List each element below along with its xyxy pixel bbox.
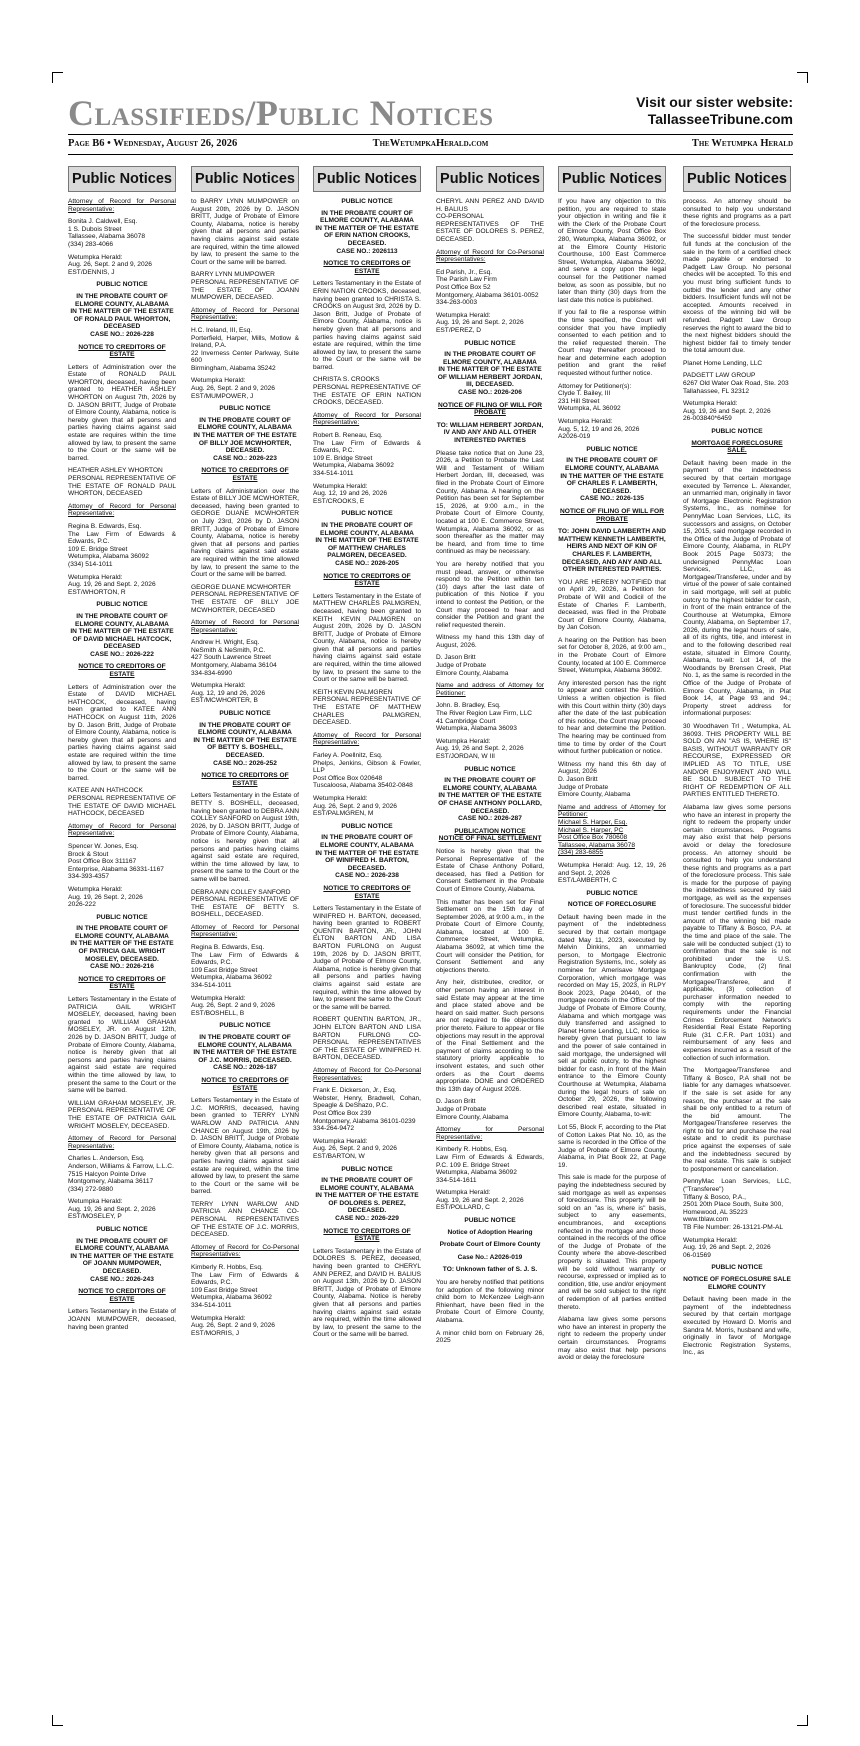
notice-paragraph: D. Jason Britt Judge of Probate Elmore County, Alabama [436,1098,509,1121]
notice-paragraph: Name and address of Attorney for Petitioner: [436,682,544,697]
notice-paragraph: NOTICE TO CREDITORS OF ESTATE [78,663,166,679]
notice-paragraph: Wetumpka Herald: Aug. 19, 26 and Sept. 2, 2026 EST/PEREZ, D [436,311,524,334]
notice-paragraph: Wetumpka Herald: Aug. 26, Sept. 2 and 9, 2026 EST/DENNIS, J [68,253,152,276]
notice-paragraph: NOTICE TO CREDITORS OF ESTATE [323,884,411,900]
notice-paragraph: Ed Parish, Jr., Esq. The Parish Law Firm Post Office Box 52 Montgomery, Alabama 36101-0052 334-263-0003 [436,268,539,307]
notice-paragraph: Wetumpka Herald: Aug. 19, 26 and Sept. 2, 2026 26-003840*6459 [683,400,771,423]
notice-separator: PUBLIC NOTICE [219,710,271,718]
notice-paragraph: Wetumpka Herald: Aug. 26, Sept. 2 and 9, 2026 EST/BARTON, W [313,1137,397,1160]
crop-mark-bottom-left [52,1715,63,1726]
notice-separator: PUBLIC NOTICE [219,1022,271,1030]
notice-paragraph: Attorney of Record for Personal Representative: [191,619,299,634]
notice-paragraph: Letters of Administration over the Estate of RONALD PAUL WHORTON, deceased, having been granted to HEATHER ASHLEY WHORTON on August 7th, 2026 by D. JASON BRITT, Judge of Probate of Elmore County, Alabama, notice is hereby given that all persons and parties having claims against said estate are requires within the time allowed by law, to present the same to the Court or the same will be barred. [68,363,176,462]
notice-paragraph: Notice of Adoption Hearing [447,1228,533,1236]
notice-paragraph: Kimberly R. Hobbs, Esq. The Law Firm of Edwards & Edwards, P.C. 109 East Bridge Street Wetumpka, Alabama 36092 334-514-1011 [191,1264,299,1309]
notice-paragraph: Attorney of Record for Co-Personal Representatives: [191,1243,299,1259]
column-header: Public Notices [436,166,544,192]
notice-paragraph: Letters Testamentary in the Estate of PATRICIA GAIL WRIGHT MOSELEY, deceased, having been granted to WILLIAM GRAHAM MOSELEY, JR. on August 12th, 2026 by D. JASON BRITT, Judge of Probate of Elmore County, Alabama, notice is hereby given that all persons and parties having claims against said estate are required within the time allowed by law, to present the same to the Court or the same will be barred. [68,996,176,1095]
notice-paragraph: The successful bidder must tender full funds at the conclusion of the sale in the form of a certified check made payable or endorsed to Padgett Law Group. No personal checks will be accepted. To this end you must bring sufficient funds to outbid the lender and any other bidders. Insufficient funds will not be accepted. Amounts received in excess of the winning bid will be refunded. Padgett Law Group reserves the right to award the bid to the next highest bidders should the highest bidder fail to timely tender the total amount due. [683,233,791,355]
notice-paragraph: Letters Testamentary in the Estate of ERIN NATION CROOKS, deceased, having been granted to CHRISTA S. CROOKS on August 3rd, 2026 by D. Jason Britt, Judge of Probate of Elmore County, Alabama, notice is hereby given that all persons and parties having claims against said estate are required, within the time allowed by law, to present the same to the Court or the same will be barred. [313,280,421,371]
notice-paragraph: IN THE PROBATE COURT OF ELMORE COUNTY, ALABAMA IN THE MATTER OF THE ESTATE OF JOANN MUMPOWER, DECEASED. CASE NO.: 2026-243 [70,1237,174,1283]
notice-paragraph: Alabama law gives some persons who have an interest in property the right to redeem the property under certain circumstances. Programs may also exist that help persons avoid or delay the foreclosure process. An attorney should be consulted to help you understand these rights and programs as a part of the foreclosure process. This sale is made for the purpose of paying the indebtedness secured by said mortgage, as well as the expenses of foreclosure. The successful bidder must tender certified funds in the amount of the winning bid made payable to Tiffany & Bosco, P.A. at the time and place of the sale. The sale will be conducted subject (1) to confirmation that the sale is not prohibited under the U.S. Bankruptcy Code, (2) final confirmation with the Mortgagee/Transferee, and if applicable, (3) collection of purchaser information needed to comply with the reporting requirements under the Financial Crimes Enforcement Network's Residential Real Estate Reporting Rule (31 C.F.R. Part 1031) and reimbursement of any fees and expenses incurred as a result of the collection of such information. [683,803,791,1062]
notice-paragraph: Frank E. Dickerson, Jr., Esq. Webster, Henry, Bradwell, Cohan, Speagle & DeShazo, P.C. Post Office Box 239 Montgomery, Alabama 36101-0239 334-264-9472 [313,1087,421,1133]
notice-separator: PUBLIC NOTICE [586,445,638,453]
notice-paragraph: Notice is hereby given that the Personal Representative of the Estate of Chase Anthony Pollard, deceased, has filed a Petition for Consent Settlement in the Probate Court of Elmore County, Alabama. [436,847,544,893]
sister-site-promo [636,94,793,128]
notice-column-5 [558,166,666,1718]
notice-paragraph: WILLIAM GRAHAM MOSELEY, JR. PERSONAL REPRESENTATIVE OF THE ESTATE OF PATRICIA GAIL WRIGHT MOSELEY, DECEASED. [68,1099,176,1130]
notice-paragraph: KATEE ANN HATHCOCK PERSONAL REPRESENTATIVE OF THE ESTATE OF DAVID MICHAEL HATHCOCK, DECEASED [68,787,176,818]
notice-paragraph: NOTICE OF FILING OF WILL FOR PROBATE [438,401,542,417]
notice-paragraph: IN THE PROBATE COURT OF ELMORE COUNTY, ALABAMA IN THE MATTER OF THE ESTATE OF CHARLES F. LAMBERTH, DECEASED. CASE NO.: 2026-135 [560,457,664,503]
folio-page-date: Page B6 • Wednesday, August 26, 2026 [68,138,238,149]
notice-paragraph: Wetumpka Herald: Aug. 19, 26 and Sept. 2, 2026 EST/POLLARD, C [436,1189,524,1212]
notice-paragraph: Attorney of Record for Co-Personal Representatives: [436,248,544,264]
notice-paragraph: HEATHER ASHLEY WHORTON PERSONAL REPRESENTATIVE OF THE ESTATE OF RONALD PAUL WHORTON, DECEASED [68,467,176,498]
notice-paragraph: Attorney of Record for Personal Representative: [191,306,299,322]
notice-paragraph: Witness my hand this 6th day of August, 2026 D. Jason Britt Judge of Probate Elmore County, Alabama [558,760,666,799]
notice-paragraph: John. B. Bradley, Esq. The River Region Law Firm, LLC 41 Cambridge Court Wetumpka, Alabama 36093 [436,702,533,733]
notice-paragraph: Regina B. Edwards, Esq. The Law Firm of Edwards & Edwards, P.C. 109 E. Bridge Street Wetumpka, Alabama 36092 (334) 514-1011 [68,522,176,568]
notice-paragraph: Charles L. Anderson, Esq. Anderson, Williams & Farrow, L.L.C. 7515 Halcyon Pointe Drive Montgomery, Alabama 36117 (334) 272-9880 [68,1155,174,1193]
notice-paragraph: process. An attorney should be consulted to help you understand these rights and programs as a part of the foreclosure process. [683,198,791,228]
notice-paragraph: BARRY LYNN MUMPOWER PERSONAL REPRESENTATIVE OF THE ESTATE OF JOANN MUMPOWER, DECEASED. [191,271,299,302]
notice-paragraph: Wetumpka Herald: Aug. 12, 19 and 26, 2026 EST/CROOKS, E [313,482,388,505]
column-header: Public Notices [558,166,666,192]
sister-site-link[interactable]: TallasseeTribune.com [647,111,793,127]
notice-paragraph: Any interested person has the right to appear and contest the Petition. Unless a written objection is filed with this Court within thirty (30) days after the date of the last publication of this notice, the Court may proceed to hear and determine the Petition. The hearing may be continued from time to time by order of the Court without further publication or notice. [558,679,666,756]
notice-paragraph: Wetumpka Herald: Aug. 19, 26 and Sept. 2, 2026 06-01569 [683,1236,771,1259]
notice-paragraph: PUBLICATION NOTICE NOTICE OF FINAL SETTLEMENT [438,827,542,843]
notice-paragraph: Wetumpka Herald: Aug. 12, 19 and 26, 2026 EST/MCWHORTER, B [191,682,266,705]
notice-separator: PUBLIC NOTICE [96,1226,148,1234]
notice-paragraph: TO: WILLIAM HERBERT JORDAN, IV AND ANY AND ALL OTHER INTERESTED PARTIES [436,421,544,445]
notice-paragraph: IN THE PROBATE COURT OF ELMORE COUNTY, ALABAMA IN THE MATTER OF THE ESTATE OF PATRICIA GAIL WRIGHT MOSELEY, DECEASED. CASE NO.: 2026-216 [70,925,174,971]
notice-paragraph: Andrew H. Wright, Esq. NeSmith & NeSmith, P.C. 427 South Lawrence Street Montgomery, Alabama 36104 334-834-6990 [191,639,277,677]
notice-paragraph: Farley A. Poellnitz, Esq. Phelps, Jenkins, Gibson & Fowler, LLP Post Office Box 020648 Tuscaloosa, Alabama 35402-0848 [313,752,421,790]
notice-paragraph: Wetumpka Herald: Aug. 12, 19, 26 and Sept. 2, 2026 EST/LAMBERTH, C [558,861,666,885]
crop-mark-top-right [797,72,808,83]
notice-paragraph: NOTICE TO CREDITORS OF ESTATE [78,1288,166,1303]
column-header: Public Notices [683,166,791,192]
notice-paragraph: NOTICE OF FILING OF WILL FOR PROBATE [560,507,664,523]
notice-separator: PUBLIC NOTICE [341,822,393,830]
notice-paragraph: Bonita J. Caldwell, Esq. 1 S. Dubois Street Tallassee, Alabama 36078 (334) 283-4066 [68,218,145,248]
notice-paragraph: D. Jason Britt Judge of Probate Elmore County, Alabama [436,654,509,677]
notice-paragraph: NOTICE TO CREDITORS OF ESTATE [201,772,289,787]
notice-paragraph: Default having been made in the payment of the indebtedness secured by that certain mortgage dated May 11, 2023, executed by Melvin Dinkins, an unmarried person, to Mortgage Electronic Registration Systems, Inc., solely as nominee for Amerisave Mortgage Corporation, which mortgage was recorded on May 15, 2023, in RLPY Book 2023, Page 20440, of the mortgage records in the Office of the Judge of Probate of Elmore County, Alabama and which mortgage was duly transferred and assigned to Planet Home Lending, LLC, notice is hereby given that pursuant to law and the power of sale contained in said mortgage, the undersigned will sell at public outcry, to the highest bidder for cash, in front of the Main entrance to the Elmore County Courthouse at Wetumpka, Alabama during the legal hours of sale on October 29, 2026, the following described real estate, situated in Elmore County, Alabama, to-wit: [558,913,666,1119]
notice-paragraph: Letters of Administration over the Estate of BILLY JOE MCWHORTER, deceased, having been granted to GEORGE DUANE MCWHORTER on July 23rd, 2026 by D. JASON BRITT, Judge of Probate of Elmore County, Alabama, notice is hereby given that all persons and parties having claims against said estate are required within the time allowed by law, to present the same to the Court or the same will be barred. [191,487,299,579]
notice-paragraph: IN THE PROBATE COURT OF ELMORE COUNTY, ALABAMA IN THE MATTER OF THE ESTATE OF DOLORES S. PEREZ, DECEASED. CASE NO.: 2026-229 [315,1177,419,1223]
notice-paragraph: Case No.: A2026-019 [457,1253,523,1261]
notice-paragraph: If you have any objection to this petition, you are required to state your objection in writing and file it with the Clerk of the Probate Court of Elmore County, Post Office Box 280, Wetumpka, Alabama 36092, or at the Elmore County Historic Courthouse, 100 East Commerce Street, Wetumpka, Alabama 36092, and serve a copy upon the legal counsel for the Petitioner named below, as soon as possible, but no later than thirty (30) days from the last date this notice is published. [558,198,666,304]
notice-paragraph: Regina B. Edwards, Esq. The Law Firm of Edwards & Edwards, P.C. 109 East Bridge Street Wetumpka, Alabama 36092 334-514-1011 [191,944,299,990]
notice-separator: PUBLIC NOTICE [341,198,393,205]
notice-paragraph: A minor child born on February 26, 2025 [436,1329,544,1345]
notice-paragraph: Wetumpka Herald: Aug. 26, Sept. 2 and 9, 2026 EST/MORRIS, J [191,1314,275,1337]
notice-paragraph: KEITH KEVIN PALMGREN PERSONAL REPRESENTATIVE OF THE ESTATE OF MATTHEW CHARLES PALMGREN, DECEASED. [313,688,421,727]
notice-separator: PUBLIC NOTICE [711,1264,763,1272]
notice-separator: PUBLIC NOTICE [219,405,271,413]
notice-paragraph: IN THE PROBATE COURT OF ELMORE COUNTY, ALABAMA IN THE MATTER OF THE ESTATE OF ERIN NATION CROOKS, DECEASED. CASE NO.: 2026113 [315,209,419,255]
notice-paragraph: ROBERT QUENTIN BARTON, JR., JOHN ELTON BARTON AND LISA BARTON FURLONG CO-PERSONAL REPRESENTATIVES OF THE ESTATE OF WINIFRED H. BARTON, DECEASED. [313,1016,421,1062]
notice-paragraph: This matter has been set for Final Settlement on the 15th day of September 2026, at 9:00 a.m., in the Probate Court of Elmore County, Alabama, located at 100 E. Commerce Street, Wetumpka, Alabama 36092, at which time the Court will consider the Petition, for Consent Settlement and any objections thereto. [436,898,544,974]
notice-paragraph: IN THE PROBATE COURT OF ELMORE COUNTY, ALABAMA IN THE MATTER OF THE ESTATE OF J.C. MORRIS, DECEASED. CASE NO.: 2026-187 [193,1034,297,1072]
notice-paragraph: Letters Testamentary in the Estate of J.C. MORRIS, deceased, having been granted to TERRY LYNN WARLOW AND PATRICIA ANN CHANCE on August 19th, 2026 by D. JASON BRITT, Judge of Probate of Elmore County, Alabama, notice is hereby given that all persons and parties having claims against said estate are required, within the time allowed by law, to present the same to the Court or the same will be barred. [191,1097,299,1196]
notice-paragraph: The Mortgagee/Transferee and Tiffany & Bosco, P.A shall not be liable for any damages whatsoever. If the sale is set aside for any reason, the purchaser at the sale shall be only entitled to a return of the bid amount. The Mortgagee/Transferee reserves the right to bid for and purchase the real estate and to credit its purchase price against the expenses of sale and the indebtedness secured by the real estate. This sale is subject to postponement or cancellation. [683,1067,791,1173]
notice-paragraph: Name and address of Attorney for Petitioner: Michael S. Harper, Esq. Michael S. Harper, PC Post Office Box 780608 Tallassee, Alabama 36078 (334) 283-6855 [558,803,666,857]
notice-paragraph: Attorney of Record for Personal Representative: [68,198,176,213]
notice-paragraph: IN THE PROBATE COURT OF ELMORE COUNTY, ALABAMA IN THE MATTER OF THE ESTATE OF MATTHEW CHARLES PALMGREN, DECEASED. CASE NO.: 2026-205 [315,521,419,567]
notice-paragraph: H.C. Ireland, III, Esq. Porterfield, Harper, Mills, Motlow & Ireland, P.A. 22 Inverness Center Parkway, Suite 600 Birmingham, Alabama 35242 [191,326,299,372]
notice-paragraph: Wetumpka Herald: Aug. 19, 26 and Sept. 2, 2026 EST/MOSELEY, P [68,1198,156,1221]
notice-paragraph: NOTICE TO CREDITORS OF ESTATE [201,467,289,482]
notice-paragraph: NOTICE TO CREDITORS OF ESTATE [323,260,411,275]
notice-paragraph: IN THE PROBATE COURT OF ELMORE COUNTY, ALABAMA IN THE MATTER OF THE ESTATE OF CHASE ANTHONY POLLARD, DECEASED. CASE NO.: 2026-287 [438,777,542,823]
notice-paragraph: Wetumpka Herald: Aug. 19, 26 and Sept. 2, 2026 EST/JORDAN, W III [436,737,524,760]
notice-separator: PUBLIC NOTICE [586,889,638,897]
notice-paragraph: DEBRA ANN COLLEY SANFORD PERSONAL REPRESENTATIVE OF THE ESTATE OF BETTY S. BOSHELL, DECEASED. [191,888,299,919]
section-title: Classifieds/Public Notices [68,93,494,133]
notice-separator: PUBLIC NOTICE [711,428,763,436]
notice-paragraph: Attorney for Petitioner(s): Clyde T. Bailey, III 231 Hill Street Wetumpka, AL 36092 [558,382,632,413]
notice-paragraph: Letters Testamentary in the Estate of WINIFRED H. BARTON, deceased, having been granted to ROBERT QUENTIN BARTON, JR., JOHN ELTON BARTON AND LISA BARTON FURLONG on August 19th, 2026 by D. JASON BRITT, Judge of Probate of Elmore County, Alabama, notice is hereby given that all persons and parties having claims against said estate are required, within the time allowed by law, to present the same to the Court or the same will be barred. [313,905,421,1011]
notice-paragraph: Attorney of Record for Personal Representative: [68,1135,176,1150]
notice-paragraph: Attorney of Record for Personal Representative: [68,502,176,518]
masthead [68,92,793,133]
notice-paragraph: If you fail to file a response within the time specified, the Court will consider that you have impliedly consented to each petition and to the relief requested therein. The Court may thereafter proceed to hear and determine each adoption petition and grant the relief requested without further notice. [558,309,666,378]
notice-paragraph: Default having been made in the payment of the indebtedness secured by that certain mortgage executed by Howard D. Morris and Sandra M. Morris, husband and wife, originally in favor of Mortgage Electronic Registration Systems, Inc., as [683,1296,791,1357]
notice-paragraph: YOU ARE HEREBY NOTIFIED that on April 29, 2026, a Petition for Probate of Will and Codicil of the Estate of Charles F. Lamberth, deceased, was filed in the Probate Court of Elmore County, Alabama, by Jan Colson. [558,578,666,632]
notice-paragraph: IN THE PROBATE COURT OF ELMORE COUNTY, ALABAMA IN THE MATTER OF THE ESTATE OF RONALD PAUL WHORTON, DECEASED CASE NO.: 2026-228 [70,292,174,338]
notice-column-2 [191,166,299,1718]
notice-separator: PUBLIC NOTICE [464,1217,516,1225]
notice-separator: PUBLIC NOTICE [341,1165,393,1173]
notice-paragraph: TO: JOHN DAVID LAMBERTH AND MATTHEW KENNETH LAMBERTH, HEIRS AND NEXT OF KIN OF CHARLES F. LAMBERTH, DECEASED, AND ANY AND ALL OTHER INTERESTED PARTIES. [558,528,666,574]
notice-paragraph: Letters Testamentary in the Estate of MATTHEW CHARLES PALMGREN, deceased, having been granted to KEITH KEVIN PALMGREN on August 20th, 2026 by D. JASON BRITT, Judge of Probate of Elmore County, Alabama, notice is hereby given that all persons and parties having claims against said estate are required, within the time allowed by law, to present the same to the Court or the same will be barred. [313,592,421,684]
notice-paragraph: You are hereby notified that you must plead, answer, or otherwise respond to the Petition within ten (10) days after the last date of publication of this Notice if you intend to contest the Petition, or the Court may proceed to hear and consider the Petition and grant the relief requested therein. [436,560,544,629]
notice-paragraph: Witness my hand this 13th day of August, 2026. [436,634,544,649]
folio-line [68,138,793,152]
folio-paper-name: The Wetumpka Herald [691,138,793,149]
notice-paragraph: Wetumpka Herald: Aug. 26, Sept. 2 and 9, 2026 EST/BOSHELL, B [191,994,275,1017]
sister-site-label: Visit our sister website: [636,94,793,110]
notice-column-6 [683,166,791,1718]
folio-rule [68,154,793,155]
column-header: Public Notices [313,166,421,192]
notice-paragraph: Please take notice that on June 23, 2026, a Petition to Probate the Last Will and Testament of William Herbert Jordan, III, deceased, was filed in the Probate Court of Elmore County, Alabama. A hearing on the Petition has been set for September 15, 2026, at 9:00 a.m., in the Probate Court of Elmore County, located at 100 E. Commerce Street, Wetumpka, Alabama 36092, or as soon thereafter as the matter may be heard, and from time to time continued as may be necessary. [436,449,544,556]
notice-paragraph: Lot 55, Block F, according to the Plat of Cotton Lakes Plat No. 10, as the same is recorded in the Office of the Judge of Probate of Elmore County, Alabama, in Plat Book 22, at Page 19. [558,1123,666,1169]
notice-separator: PUBLIC NOTICE [96,913,148,921]
notice-paragraph: Attorney of Record for Personal Representative: [313,731,421,747]
notice-paragraph: CHRISTA S. CROOKS PERSONAL REPRESENTATIVE OF THE ESTATE OF ERIN NATION CROOKS, DECEASED. [313,376,421,407]
notice-paragraph: Letters of Administration over the Estate of DAVID MICHAEL HATHCOCK, deceased, having been granted to KATEE ANN HATHCOCK on August 11th, 2026 by D. Jason Britt, Judge of Probate of Elmore County, Alabama, notice is hereby given that all persons and parties having claims against said estate are required within the time allowed by law, to present the same to the Court or the same will be barred. [68,683,176,782]
notice-separator: PUBLIC NOTICE [464,765,516,773]
notice-paragraph: Attorney of Record for Co-Personal Representatives: [313,1066,421,1082]
notice-paragraph: PennyMac Loan Services, LLC, ("Transferee") Tiffany & Bosco, P.A., 2501 20th Place South, Suite 300, Homewood, AL 35223 www.tblaw.com TB File Number: 26-13121-PM-AL [683,1178,791,1231]
column-header: Public Notices [191,166,299,192]
notice-paragraph: Probate Court of Elmore County [439,1241,541,1249]
notice-paragraph: NOTICE OF FORECLOSURE [567,901,657,909]
notice-paragraph: Any heir, distributee, creditor, or other person having an interest in said Estate may appear at the time and place stated above and be heard on said matter. Such persons are not required to file objections prior thereto. Failure to appear or file objections may result in the approval of the Final Settlement and the payment of claims according to the statutory priority applicable to insolvent estates, and such other orders as the Court deems appropriate. DONE and ORDERED this 13th day of August 2026. [436,979,544,1093]
masthead-rule [68,134,793,135]
notice-paragraph: Wetumpka Herald: Aug. 19, 26 Sept. 2, 2026 2026-222 [68,885,143,909]
notice-paragraph: Alabama law gives some persons who have an interest in property the right to redeem the property under certain circumstances. Programs may also exist that help persons avoid or delay the foreclosure [558,1316,666,1362]
notice-paragraph: Wetumpka Herald: Aug. 26, Sept. 2 and 9, 2026 EST/PALMGREN, M [313,794,397,818]
notice-paragraph: Default having been made in the payment of the indebtedness secured by that certain mortgage executed by Terrence L. Alexander, an unmarried man, originally in favor of Mortgage Electronic Registration Systems, Inc., as nominee for PennyMac Loan Services, LLC, its successors and assigns, on October 15, 2015, said mortgage recorded in the Office of the Judge of Probate of Elmore County, Alabama, in RLPY Book 2015 Page 50373; the undersigned PennyMac Loan Services, LLC, as Mortgagee/Transferee, under and by virtue of the power of sale contained in said mortgage, will sell at public outcry to the highest bidder for cash, in front of the main entrance of the Courthouse at Wetumpka, Elmore County, Alabama, on September 17, 2026, during the legal hours of sale, all of its rights, title, and interest in and to the following described real estate, situated in Elmore County, Alabama, to-wit: Lot 14, of the Woodlands by Brensen Creek, Plat No. 1, as the same is recorded in the Office of the Judge of Probate of Elmore County, Alabama, in Plat Book 14, at Page 93 and 94.; Property street address for informational purposes: [683,459,791,718]
notice-paragraph: IN THE PROBATE COURT OF ELMORE COUNTY, ALABAMA IN THE MATTER OF THE ESTATE OF WINIFRED H. BARTON, DECEASED. CASE NO.: 2026-238 [315,834,419,880]
notice-paragraph: MORTGAGE FORECLOSURE SALE. [691,439,783,455]
crop-mark-top-left [52,72,63,83]
notice-paragraph: Letters Testamentary in the Estate of BETTY S. BOSHELL, deceased, having been granted to DEBRA ANN COLLEY SANFORD on August 19th, 2026, by D. JASON BRITT, Judge of Probate of Elmore County, Alabama, notice is hereby given that all persons and parties having claims against said estate are required, within the time allowed by law, to present the same to the Court or the same will be barred. [191,792,299,883]
notice-paragraph: Wetumpka Herald: Aug. 26, Sept. 2 and 9, 2026 EST/MUMPOWER, J [191,377,275,400]
notice-paragraph: Attorney of Record for Personal Representative: [313,411,421,427]
folio-website: TheWetumpkaHerald.com [372,138,489,149]
notice-paragraph: Attorney for Personal Representative: [436,1126,544,1141]
crop-mark-bottom-right [797,1715,808,1726]
notice-paragraph: IN THE PROBATE COURT OF ELMORE COUNTY, ALABAMA IN THE MATTER OF THE ESTATE OF WILLIAM HERBERT JORDAN, III, DECEASED. CASE NO.: 2026-206 [437,351,543,397]
notice-separator: PUBLIC NOTICE [464,339,516,347]
notice-paragraph: Wetumpka Herald: Aug. 19, 26 and Sept. 2, 2026 EST/WHORTON, R [68,573,156,596]
notice-column-3 [313,166,421,1718]
notice-paragraph: Letters Testamentary in the Estate of JOANN MUMPOWER, deceased, having been granted [68,1308,176,1331]
notice-paragraph: NOTICE TO CREDITORS OF ESTATE [78,975,166,991]
notice-paragraph: IN THE PROBATE COURT OF ELMORE COUNTY, ALABAMA IN THE MATTER OF THE ESTATE OF BILLY JOE MCWHORTER, DECEASED. CASE NO.: 2026-223 [193,416,297,462]
notice-paragraph: 30 Woodhaven Trl , Wetumpka, AL 36093. THIS PROPERTY WILL BE SOLD ON AN "AS IS, WHERE IS" BASIS, WITHOUT WARRANTY OR RECOURSE, EXPRESSED OR IMPLIED AS TO TITLE, USE AND/OR ENJOYMENT AND WILL BE SOLD SUBJECT TO THE RIGHT OF REDEMPTION OF ALL PARTIES ENTITLED THERETO. [683,723,791,799]
notice-paragraph: to BARRY LYNN MUMPOWER on August 20th, 2026 by D. JASON BRITT, Judge of Probate of Elmore County, Alabama, notice is hereby given that all persons and parties having claims against said estate are required, within the time allowed by law, to present the same to the Court or the same will be barred. [191,198,299,266]
notice-paragraph: You are hereby notified that petitions for adoption of the following minor child born to McKenzee Leigh-ann Rhienhart, have been filed in the Probate Court of Elmore County, Alabama. [436,1279,544,1324]
notice-paragraph: NOTICE OF FORECLOSURE SALE ELMORE COUNTY [683,1275,791,1291]
notice-paragraph: IN THE PROBATE COURT OF ELMORE COUNTY, ALABAMA IN THE MATTER OF THE ESTATE OF BETTY S. BOSHELL, DECEASED. CASE NO.: 2026-252 [193,721,297,767]
notice-paragraph: Robert B. Reneau, Esq. The Law Firm of Edwards & Edwards, P.C. 109 E. Bridge Street Wetumpka, Alabama 36092 334-514-1011 [313,432,421,477]
notice-paragraph: NOTICE TO CREDITORS OF ESTATE [323,1227,411,1243]
notice-paragraph: Attorney of Record for Personal Representative: [191,923,299,939]
notice-separator: PUBLIC NOTICE [96,601,148,609]
notice-paragraph: TERRY LYNN WARLOW AND PATRICIA ANN CHANCE CO-PERSONAL REPRESENTATIVES OF THE ESTATE OF J.C. MORRIS, DECEASED. [191,1200,299,1239]
notice-paragraph: NOTICE TO CREDITORS OF ESTATE [323,572,411,588]
notice-paragraph: Planet Home Lending, LLC [683,359,763,367]
notice-paragraph: NOTICE TO CREDITORS OF ESTATE [78,343,166,359]
notice-paragraph: Attorney of Record for Personal Representative: [68,822,176,838]
notice-paragraph: Wetumpka Herald: Aug. 5, 12, 19 and 26, 2026 A2026-019 [558,418,640,441]
notice-paragraph: This sale is made for the purpose of paying the indebtedness secured by said mortgage as well as expenses of foreclosure. This property will be sold on an "as is, where is" basis, subject to any easements, encumbrances, and exceptions reflected in the mortgage and those contained in the records of the office of the Judge of Probate of the County where the above-described property is situated. This property will be sold without warranty or recourse, expressed or implied as to condition, title, use and/or enjoyment and will be sold subject to the right of redemption of all parties entitled thereto. [558,1174,666,1311]
notice-paragraph: CHERYL ANN PEREZ AND DAVID H. BALIUS CO-PERSONAL REPRESENTATIVES OF THE ESTATE OF DOLORES S. PEREZ, DECEASED. [436,198,544,243]
notice-paragraph: IN THE PROBATE COURT OF ELMORE COUNTY, ALABAMA IN THE MATTER OF THE ESTATE OF DAVID MICHAEL HATCOCK, DECEASED CASE NO.: 2026-222 [70,612,174,658]
notice-paragraph: A hearing on the Petition has been set for October 8, 2026, at 9:00 am., in the Probate Court of Elmore County, located at 100 E. Commerce Street, Wetumpka, Alabama 36092. [558,636,666,675]
notice-paragraph: Spencer W. Jones, Esq. Brock & Stout Post Office Box 311167 Enterprise, Alabama 36331-1167 334-393-4357 [68,842,164,881]
notice-column-4 [436,166,544,1718]
notice-paragraph: Kimberly R. Hobbs, Esq. Law Firm of Edwards & Edwards, P.C. 109 E. Bridge Street Wetumpka, Alabama 36092 334-514-1611 [436,1146,544,1184]
notice-paragraph: GEORGE DUANE MCWHORTER PERSONAL REPRESENTATIVE OF THE ESTATE OF BILLY JOE MCWHORTER, DECEASED [191,583,299,614]
column-header: Public Notices [68,166,176,192]
notice-paragraph: Letters Testamentary in the Estate of DOLORES S. PEREZ, deceased, having been granted to CHERYL ANN PEREZ, and DAVID H. BALIUS on August 13th, 2026 by D. JASON BRITT, Judge of Probate of Elmore County, Alabama. Notice is hereby given that all persons and parties having claims against said estate are required, within the time allowed by law, to present the same to the Court or the same will be barred. [313,1247,421,1339]
notice-separator: PUBLIC NOTICE [341,510,393,518]
notice-column-1 [68,166,176,1718]
notice-paragraph: TO: Unknown father of S. J. S. [442,1266,538,1274]
notice-separator: PUBLIC NOTICE [96,281,148,289]
notice-paragraph: NOTICE TO CREDITORS OF ESTATE [201,1076,289,1092]
notice-paragraph: PADGETT LAW GROUP 6267 Old Water Oak Road, Ste. 203 Tallahassee, FL 32312 [683,372,789,395]
